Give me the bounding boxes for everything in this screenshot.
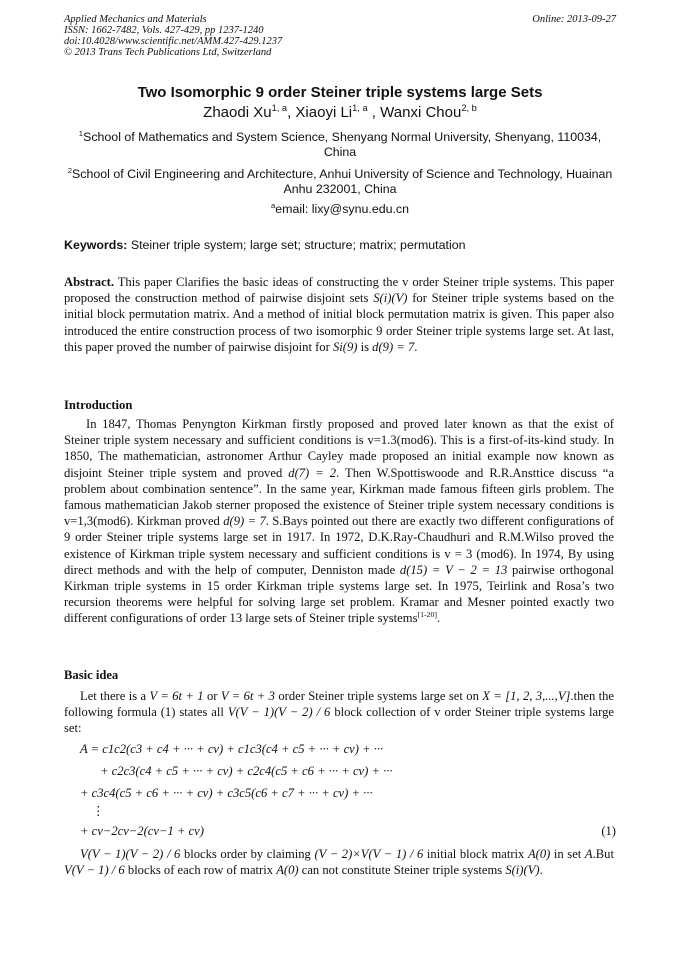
math-expression: V = 6t + 3 [220,689,275,703]
body-text: .But [592,847,614,861]
paper-title: Two Isomorphic 9 order Steiner triple systems large Sets [137,84,543,101]
body-text: pairwise orthogonal Kirkman triple systems in 15 order Kirkman triple systems large set. In 1975, Teirlink and Rosa’s two recursion theorems were helpful for solving large set problem. Kramar and Mesner pointed exactly two different configurations of order 13 large sets of Steiner triple systems [64,562,614,626]
journal-header [64,14,616,58]
math-expression: (V − 2)×V(V − 1) / 6 [314,847,424,861]
math-expression: S(i)(V) [505,863,540,878]
body-text: block collection of v order Steiner triple systems large set: [64,705,614,736]
math-expression: Si(9) [332,339,358,354]
citation-ref: [1-20] [417,610,437,620]
math-expression: d(15) = V − 2 = 13 [399,562,508,577]
equation-line: A = c1c2(c3 + c4 + ··· + cv) + c1c3(c4 + c5 + ··· + cv) + ··· [80,742,384,756]
introduction-heading: Introduction [64,398,133,412]
introduction-paragraph [64,416,614,627]
copyright-line: © 2013 Trans Tech Publications Ltd, Switzerland [64,47,272,58]
author-affiliation-mark: 1, a [352,103,368,113]
keywords-label: Keywords: [64,238,128,252]
affiliation-mark: 2 [67,165,73,175]
basic-idea-heading: Basic idea [64,668,119,682]
equation-line: + c3c4(c5 + c6 + ··· + cv) + c3c5(c6 + c7 + ··· + cv) + ··· [80,786,373,800]
matrix-paragraph [64,846,614,878]
affiliation-mark: 1 [78,128,84,138]
online-date: Online: 2013-09-27 [532,14,616,25]
affiliation-text: School of Civil Engineering and Architecture, Anhui University of Science and Technology, Huainan Anhu 232001, China [72,167,613,196]
email-mark: a [270,200,276,210]
math-expression: d(9) = 7 [372,339,415,354]
body-text: can not constitute Steiner triple systems [301,863,503,878]
author-list: Zhaodi Xu$^{1, a}$, Xiaoyi Li$^{1, a}$ , Wanxi Chou$^{2, b}$ [203,103,477,121]
affiliation-1 [64,130,616,160]
math-expression: d(9) = 7 [223,514,266,529]
body-text: .then the following formula (1) states all [64,689,615,720]
math-expression: A [584,847,593,861]
math-expression: V(V − 1) / 6 [64,863,125,878]
body-text: blocks order by claiming [183,847,311,861]
author-affiliation-mark: 2, b [461,103,477,113]
body-text: or [206,689,218,703]
body-text: . [436,611,441,626]
issn-line: ISSN: 1662-7482, Vols. 427-429, pp 1237-1240 [64,25,264,36]
abstract-text: This paper Clarifies the basic ideas of constructing the v order Steiner triple systems. This paper proposed the construction method of pairwise disjoint sets [64,275,615,306]
body-text: initial block matrix [426,847,525,861]
body-text: order Steiner triple systems large set on [278,689,479,703]
body-text: . [539,863,543,878]
math-expression: V(V − 1)(V − 2) / 6 [80,847,181,861]
math-expression: S(i)(V) [373,291,408,306]
basic-idea-paragraph [64,688,614,737]
contact-email [64,202,616,216]
math-expression: A(0) [527,847,551,861]
body-text: . Then W.Spottiswoode and R.R.Ansttice discuss “a problem about combination sentence”. In the same year, Kirkman made famous fifteen girls problem. The famous mathematician Jakob sterner proposed the existence of Steiner triple system necessary conditions is v=1,3(mod6). Kirkman proved [64,465,614,529]
equation-term: + cv−2cv−2(cv−1 + cv) [80,824,204,838]
body-text: Let there is a [80,689,147,703]
math-expression: d(7) = 2 [288,465,337,480]
body-text: In 1847, Thomas Penyngton Kirkman firstly proposed and proved later known as that the exist of Steiner triple system necessary and sufficient conditions is v=1.3(mod6). This is a first-of-its-kind study. In 1850, The mathematician, astronomer Arthur Cayley made proposed an initial example now known as disjoint Steiner triple system and proved [64,417,614,480]
doi-line: doi:10.4028/www.scientific.net/AMM.427-429.1237 [64,36,283,47]
math-expression: A(0) [276,863,299,878]
body-text: in set [553,847,582,861]
abstract-label: Abstract. [64,275,115,289]
equation-number: (1) [601,824,616,838]
author-name: Xiaoyi Li [295,104,353,121]
affiliation-2 [64,167,616,197]
abstract: Abstract. This paper Clarifies the basic ideas of constructing the v order Steiner triple systems. This paper proposed the construction method of pairwise disjoint sets S(i)(V) for Steiner triple systems based on the initial block permutation matrix. And a method of initial block permutation matrix is given. This paper also introduced the entire construction process of two isomorphic 9 order Steiner triple systems large set. At last, this paper proved the number of pairwise disjoint for Si(9) is d(9) = 7. [64,275,615,354]
keywords-text: Steiner triple system; large set; structure; matrix; permutation [130,238,466,252]
email-text: email: lixy@synu.edu.cn [275,202,410,216]
equation-line [80,822,616,840]
author-affiliation-mark: 1, a [271,103,288,113]
math-expression: V(V − 1)(V − 2) / 6 [227,705,331,720]
abstract-text: for Steiner triple systems based on the initial block permutation matrix. And a method of initial block permutation matrix is given. This paper also introduced the entire construction process of two isomorphic 9 order Steiner triple systems large set. At last, this paper proved the number of pairwise disjoint for [64,291,614,354]
journal-name: Applied Mechanics and Materials [64,14,207,25]
keywords [64,238,616,252]
body-text: . S.Bays pointed out there are exactly two different configurations of 9 order Steiner triple systems large set in 1917. In 1972, D.K.Ray-Chaudhuri and R.M.Wilso proved the existence of Kirkman triple system necessary and sufficient conditions is v = 3 (mod6). In 1974, By using direct methods and with the help of computer, Denniston made [64,514,615,577]
abstract-text: is [360,339,370,354]
body-text: blocks of each row of matrix [127,863,274,878]
affiliation-text: School of Mathematics and System Science, Shenyang Normal University, Shenyang, 110034, China [83,130,602,159]
equation-ellipsis: ⋮ [92,804,105,818]
math-expression: X = [1, 2, 3,...,V] [482,689,571,703]
equation-line: + c2c3(c4 + c5 + ··· + cv) + c2c4(c5 + c6 + ··· + cv) + ··· [100,764,393,778]
math-expression: V = 6t + 1 [149,689,204,703]
author-name: Zhaodi Xu [203,104,272,121]
author-name: Wanxi Chou [380,104,462,121]
